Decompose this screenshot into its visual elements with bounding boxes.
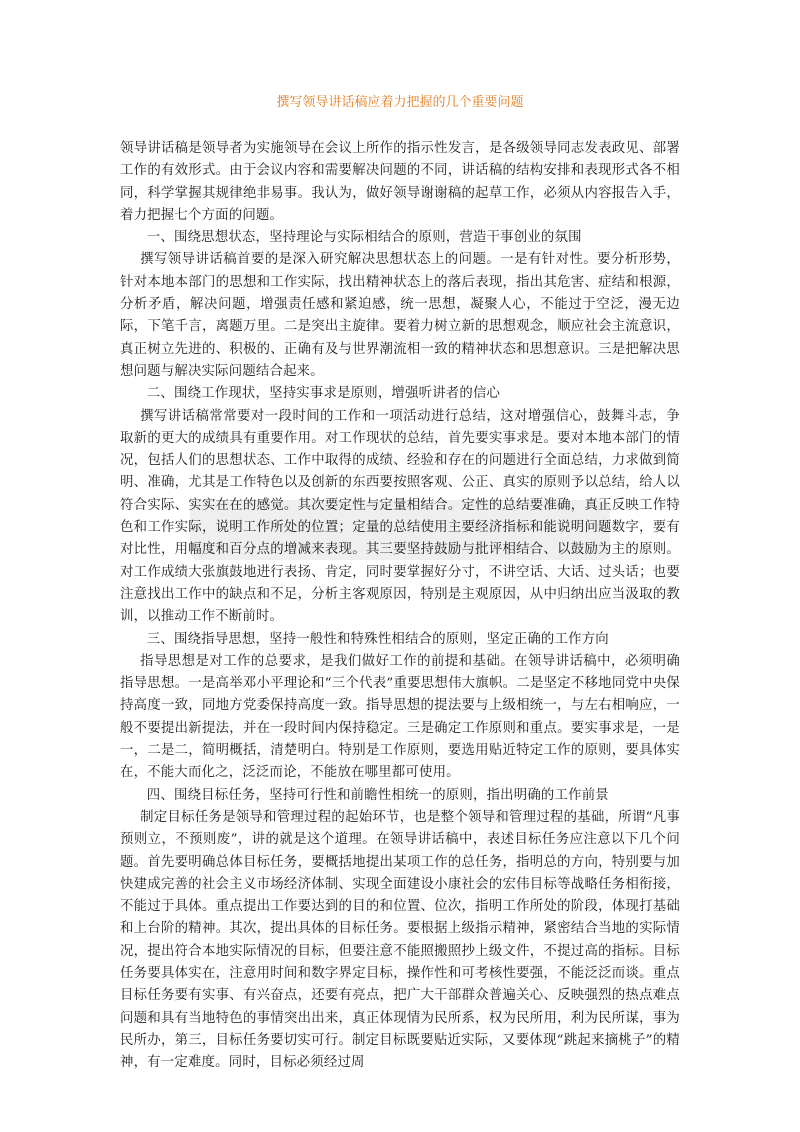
body-paragraph-3: 指导思想是对工作的总要求，是我们做好工作的前提和基础。在领导讲话稿中，必须明确指导思想。一是高举邓小平理论和“三个代表”重要思想伟大旗帜。二是坚定不移地同党中央保持高度一致，同地方党委保持高度一致。指导思想的提法要与上级相统一，与左右相响应，一般不要提出新提法，并在一段时间内保持稳定。三是确定工作原则和重点。要实事求是，一是一，二是二，简明概括，清楚明白。特别是工作原则，要选用贴近特定工作的原则，要具体实在，不能大而化之，泛泛而论，不能放在哪里都可使用。 [120, 653, 680, 781]
intro-paragraph: 领导讲话稿是领导者为实施领导在会议上所作的指示性发言，是各级领导同志发表政见、部署工作的有效形式。由于会议内容和需要解决问题的不同，讲话稿的结构安排和表现形式各不相同，科学掌握其规律绝非易事。我认为，做好领导谢谢稿的起草工作，必须从内容报告入手，着力把握七个方面的问题。 [120, 141, 680, 223]
body-paragraph-2: 撰写讲话稿常常要对一段时间的工作和一项活动进行总结，这对增强信心，鼓舞斗志，争取新的更大的成绩具有重要作用。对工作现状的总结，首先要实事求是。要对本地本部门的情况，包括人们的思想状态、工作中取得的成绩、经验和存在的问题进行全面总结，力求做到简明、准确，尤其是工作特色以及创新的东西要按照客观、公正、真实的原则予以总结，给人以符合实际、实实在在的感觉。其次要定性与定量相结合。定性的总结要准确，真正反映工作特色和工作实际，说明工作所处的位置；定量的总结使用主要经济指标和能说明问题数字，要有对比性，用幅度和百分点的增减来表现。其三要坚持鼓励与批评相结合、以鼓励为主的原则。对工作成绩大张旗鼓地进行表扬、肯定，同时要掌握好分寸，不讲空话、大话、过头话；也要注意找出工作中的缺点和不足，分析主客观原因，特别是主观原因，从中归纳出应当汲取的教训，以推动工作不断前时。 [120, 408, 680, 625]
section-heading-4: 四、围绕目标任务，坚持可行性和前瞻性相统一的原则，指出明确的工作前景 [146, 787, 609, 803]
section-heading-2: 二、围绕工作现状，坚持实事求是原则，增强听讲者的信心 [146, 386, 501, 402]
body-paragraph-1: 撰写领导讲话稿首要的是深入研究解决思想状态上的问题。一是有针对性。要分析形势，针对本地本部门的思想和工作实际，找出精神状态上的落后表现，指出其危害、症结和根源，分析矛盾，解决问题，增强责任感和紧迫感，统一思想，凝聚人心，不能过于空泛，漫无边际，下笔千言，离题万里。二是突出主旋律。要着力树立新的思想观念，顺应社会主流意识，真正树立先进的、积极的、正确有及与世界潮流相一致的精神状态和思想意识。三是把解决思想问题与解决实际问题结合起来。 [120, 252, 680, 379]
section-heading-1: 一、围绕思想状态，坚持理论与实际相结合的原则，营造干事创业的氛围 [146, 230, 582, 246]
document-title: 撰写领导讲话稿应着力把握的几个重要问题 [276, 95, 524, 110]
body-paragraph-4: 制定目标任务是领导和管理过程的起始环节，也是整个领导和管理过程的基础，所谓“凡事预则立，不预则废”，讲的就是这个道理。在领导讲话稿中，表述目标任务应注意以下几个问题。首先要明确总体目标任务，要概括地提出某项工作的总任务，指明总的方向，特别要与加快建成完善的社会主义市场经济体制、实现全面建设小康社会的宏伟目标等战略任务相衔接，不能过于具体。重点提出工作要达到的目的和位置、位次，指明工作所处的阶段，体现打基础和上台阶的精神。其次，提出具体的目标任务。要根据上级指示精神，紧密结合当地的实际情况，提出符合本地实际情况的目标，但要注意不能照搬照抄上级文件，不提过高的指标。目标任务要具体实在，注意用时间和数字界定目标，操作性和可考核性要强，不能泛泛而谈。重点目标任务要有实事、有兴奋点，还要有亮点，把广大干部群众普遍关心、反映强烈的热点难点问题和具有当地特色的事情突出出来，真正体现情为民所系，权为民所用，利为民所谋，事为民所办，第三，目标任务要切实可行。制定目标既要贴近实际，又要体现“跳起来摘桃子”的精神，有一定难度。同时，目标必须经过周 [120, 809, 680, 1071]
document-body [120, 138, 680, 1074]
section-heading-3: 三、围绕指导思想，坚持一般性和特殊性相结合的原则，坚定正确的工作方向 [146, 631, 609, 647]
document-page [120, 92, 680, 1074]
